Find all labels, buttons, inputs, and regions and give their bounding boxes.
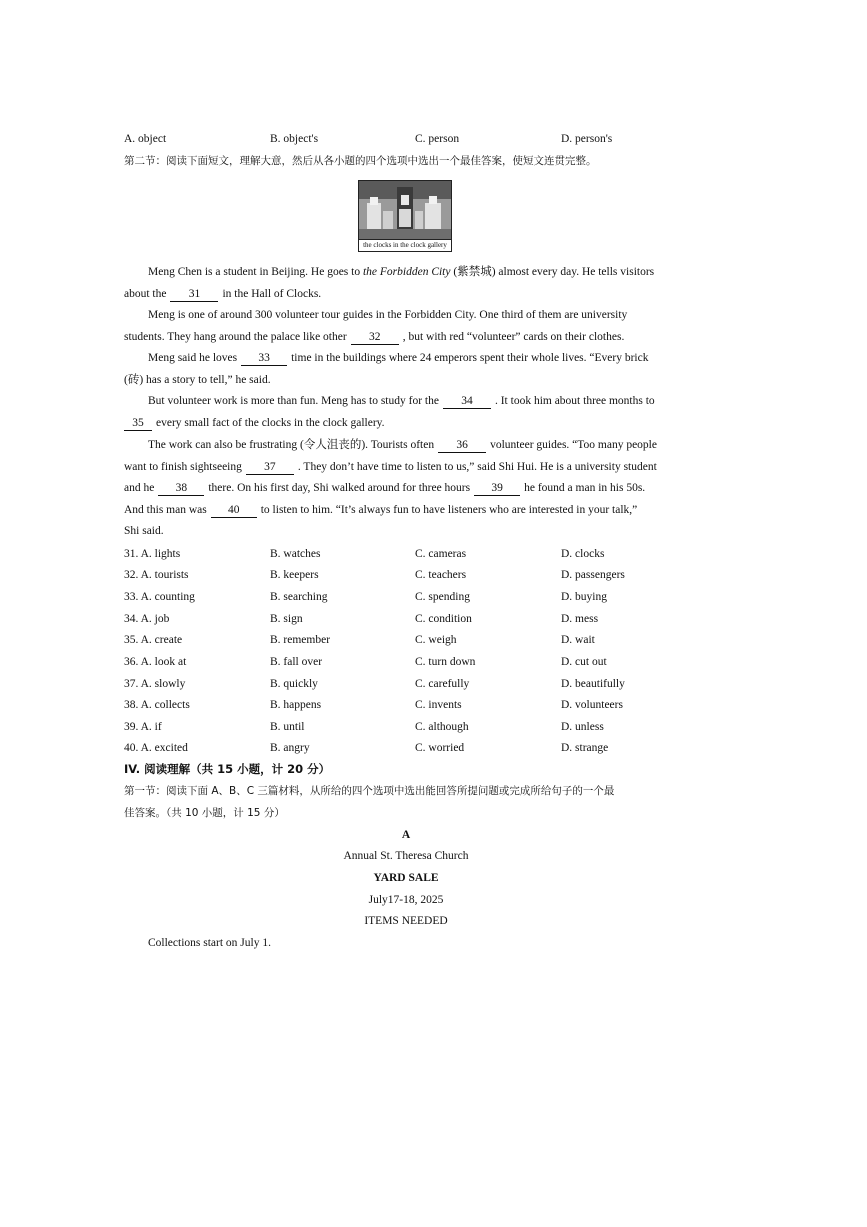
option-c: C. teachers [415,569,467,581]
passage-text: . They don’t have time to listen to us,” said Shi Hui. He is a university student [297,460,657,473]
passage-text: time in the buildings where 24 emperors spent their whole lives. “Every brick [291,352,649,364]
passage-text: But volunteer work is more than fun. Meng has to study for the [148,395,439,407]
blank-38: 38 [158,481,204,496]
option-a: A. object [124,133,167,145]
option-a: 36. A. look at [124,656,187,668]
option-c: C. although [415,721,469,733]
passage-text: he found a man in his 50s. [524,482,646,495]
option-d: D. person's [561,133,613,145]
option-a: 33. A. counting [124,591,195,603]
option-a: 37. A. slowly [124,678,186,690]
option-c: C. weigh [415,634,457,646]
option-a: 34. A. job [124,613,170,625]
blank-31: 31 [170,287,218,302]
passage-paragraph-5 [124,435,690,543]
passage-emphasis: the Forbidden City [362,266,451,278]
option-c: C. cameras [415,548,467,560]
passage-text: students. They hang around the palace like other [124,330,347,343]
option-c: C. worried [415,742,465,754]
option-d: D. unless [561,721,604,733]
blank-40: 40 [211,503,257,518]
option-b: B. fall over [270,656,323,668]
option-d: D. buying [561,591,607,603]
photo-caption: the clocks in the clock gallery [359,239,451,251]
option-c: C. spending [415,591,470,603]
clock-gallery-photo [358,180,452,252]
passage-paragraph-2 [124,305,690,348]
option-a: 38. A. collects [124,699,190,711]
option-a: 40. A. excited [124,742,188,754]
option-c: C. condition [415,613,472,625]
question-30-options [124,131,744,147]
passage-text: (砖) has a story to tell,” he said. [124,373,271,386]
question-39-options [124,719,744,735]
option-a: 32. A. tourists [124,569,189,581]
section2-instruction: 第二节：阅读下面短文，理解大意，然后从各小题的四个选项中选出一个最佳答案，使短文连贯完整。 [124,155,597,167]
question-32-options [124,567,744,583]
passage-text: there. On his first day, Shi walked around for three hours [208,482,471,495]
blank-34: 34 [443,394,491,409]
passage-text: And this man was [124,503,207,516]
section4-instruction-line1: 第一节：阅读下面 A、B、C 三篇材料，从所给的四个选项中选出能回答所提问题或完成所给句子的一个最 [124,785,615,797]
question-40-options [124,740,744,756]
option-b: B. object's [270,133,319,145]
passage-text: in the Hall of Clocks. [222,287,322,300]
question-33-options [124,589,744,605]
option-b: B. searching [270,591,328,603]
passage-text: every small fact of the clocks in the clock gallery. [156,416,385,429]
option-d: D. cut out [561,656,607,668]
option-d: D. strange [561,742,609,754]
section4-heading: IV. 阅读理解（共 15 小题，计 20 分） [124,762,331,776]
option-a: 31. A. lights [124,548,181,560]
passage-text: . It took him about three months to [494,395,655,407]
option-c: C. carefully [415,678,470,690]
option-c: C. turn down [415,656,476,668]
option-b: B. happens [270,699,322,711]
clock-gallery-image [359,181,451,239]
blank-35: 35 [124,416,152,431]
passage-paragraph-4 [124,391,690,434]
option-c: C. invents [415,699,462,711]
blank-32: 32 [351,330,399,345]
option-b: B. until [270,721,305,733]
question-34-options [124,611,744,627]
passage-text: about the [124,287,167,300]
passage-text: Meng Chen is a student in Beijing. He goes to [148,266,363,278]
blank-36: 36 [438,438,486,453]
passage-text: Meng is one of around 300 volunteer tour guides in the Forbidden City. One third of them are university [148,309,628,321]
passage-a-items-needed: ITEMS NEEDED [364,915,448,927]
passage-paragraph-1 [124,262,690,305]
option-d: D. mess [561,613,599,625]
blank-33: 33 [241,351,287,366]
option-b: B. sign [270,613,303,625]
passage-text: Shi said. [124,525,164,538]
section4-instruction-line2: 佳答案。（共 10 小题，计 15 分） [124,807,285,819]
option-c: C. person [415,133,460,145]
passage-paragraph-3 [124,348,690,391]
option-d: D. wait [561,634,595,646]
option-d: D. beautifully [561,678,625,690]
passage-text: , but with red “volunteer” cards on their clothes. [402,330,625,343]
passage-text: and he [124,482,155,495]
option-b: B. keepers [270,569,319,581]
option-b: B. angry [270,742,310,754]
question-38-options [124,697,744,713]
question-31-options [124,546,744,562]
passage-a-organization: Annual St. Theresa Church [343,850,469,862]
passage-text: to listen to him. “It’s always fun to have listeners who are interested in your talk,” [260,503,638,516]
option-b: B. watches [270,548,321,560]
option-a: 39. A. if [124,721,162,733]
passage-text: The work can also be frustrating (令人沮丧的). Tourists often [148,439,435,451]
option-d: D. clocks [561,548,605,560]
question-35-options [124,632,744,648]
blank-39: 39 [474,481,520,496]
passage-a-collections: Collections start on July 1. [148,937,271,949]
question-37-options [124,676,744,692]
passage-a-title: YARD SALE [373,872,439,884]
passage-a-date: July17-18, 2025 [368,894,444,906]
question-36-options [124,654,744,670]
option-d: D. volunteers [561,699,623,711]
option-a: 35. A. create [124,634,183,646]
option-d: D. passengers [561,569,625,581]
passage-text: Meng said he loves [148,352,238,364]
passage-text: (紫禁城) almost every day. He tells visitors [450,266,655,278]
passage-text: volunteer guides. “Too many people [490,439,657,451]
option-b: B. quickly [270,678,318,690]
passage-a-letter: A [401,829,411,841]
blank-37: 37 [246,460,294,475]
passage-text: want to finish sightseeing [124,460,242,473]
option-b: B. remember [270,634,331,646]
